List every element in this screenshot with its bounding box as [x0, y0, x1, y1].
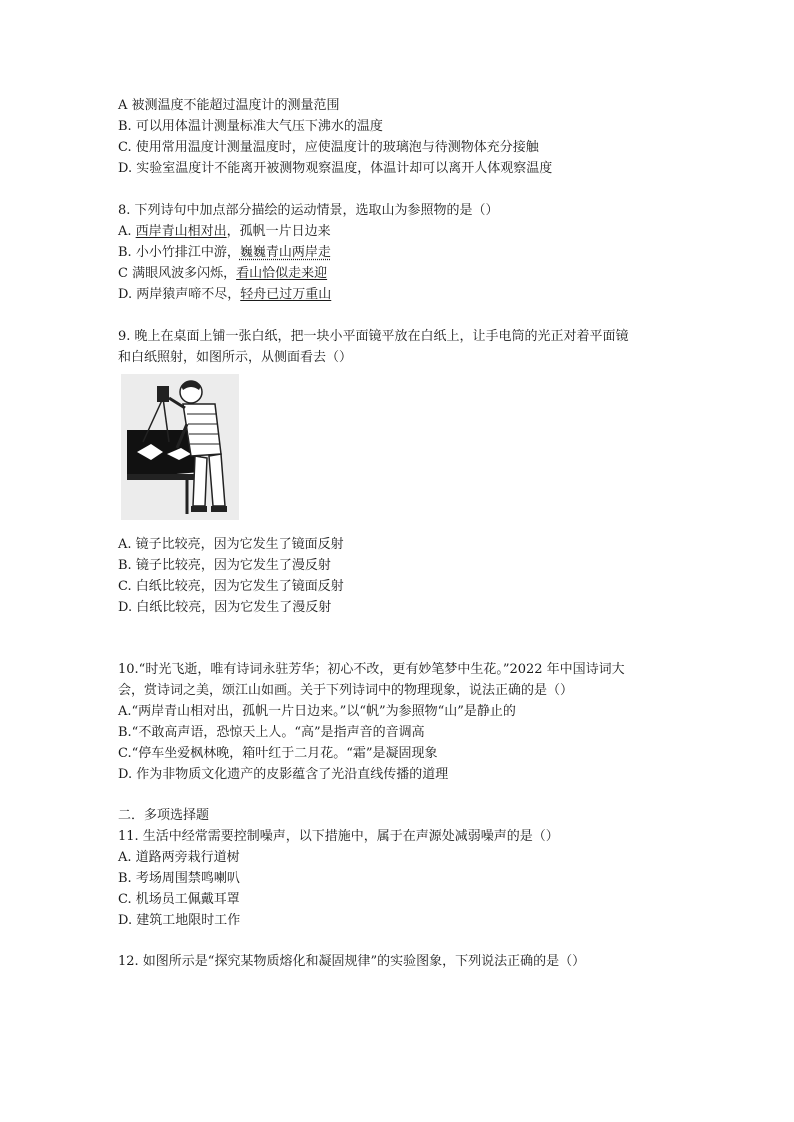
q8-option-a-prefix: A. [118, 224, 136, 239]
boy-flashlight-illustration [121, 374, 239, 520]
q8-option-d-prefix: D. 两岸猿声啼不尽， [118, 287, 241, 302]
q8-option-c [118, 266, 327, 282]
boy-leg-right [209, 454, 225, 506]
q10-stem-line2: 会，赏诗词之美，颂江山如画。关于下列诗词中的物理现象，说法正确的是（） [118, 683, 574, 698]
q8-option-a-rest: ，孤帆一片日边来 [226, 224, 331, 239]
q10-stem-line1: 10.“时光飞逝，唯有诗词永驻芳华；初心不改，更有妙笔梦中生花。”2022 年中国诗词大 [118, 662, 625, 677]
q9-option-c: C. 白纸比较亮，因为它发生了镜面反射 [118, 579, 344, 594]
boy-leg-left [193, 456, 207, 506]
q8-option-c-prefix: C 满眼风波多闪烁， [118, 266, 237, 281]
q10-option-d: D. 作为非物质文化遗产的皮影蕴含了光沿直线传播的道理 [118, 767, 449, 782]
q7-option-a: A 被测温度不能超过温度计的测量范围 [118, 98, 340, 113]
boy-shoe-right [211, 506, 227, 512]
q9-option-b: B. 镜子比较亮，因为它发生了漫反射 [118, 558, 331, 573]
q8-option-c-marked: 看山恰似走来迎 [236, 266, 328, 281]
q11-option-a: A. 道路两旁栽行道树 [118, 850, 240, 865]
section-title-multiple-choice: 二．多项选择题 [118, 808, 210, 823]
q11-stem: 11. 生活中经常需要控制噪声，以下措施中，属于在声源处减弱噪声的是（） [118, 829, 559, 844]
q11-option-c: C. 机场员工佩戴耳罩 [118, 892, 240, 907]
q7-option-c: C. 使用常用温度计测量温度时，应使温度计的玻璃泡与待测物体充分接触 [118, 140, 539, 155]
q10-option-c: C.“停车坐爱枫林晚，箱叶红于二月花。“霜”是凝固现象 [118, 746, 438, 761]
q9-option-d: D. 白纸比较亮，因为它发生了漫反射 [118, 600, 332, 615]
q9-option-a: A. 镜子比较亮，因为它发生了镜面反射 [118, 537, 344, 552]
q7-option-d: D. 实验室温度计不能离开被测物观察温度，体温计却可以离开人体观察温度 [118, 161, 553, 176]
q8-option-b [118, 245, 331, 261]
flashlight-shape [157, 386, 169, 402]
table-edge [127, 474, 201, 480]
q11-option-b: B. 考场周围禁鸣喇叭 [118, 871, 240, 886]
boy-shoe-left [191, 506, 207, 512]
q11-option-d: D. 建筑工地限时工作 [118, 913, 241, 928]
q8-stem: 8. 下列诗句中加点部分描绘的运动情景，选取山为参照物的是（） [118, 203, 499, 218]
q9-stem-line1: 9. 晚上在桌面上铺一张白纸，把一块小平面镜平放在白纸上，让手电筒的光正对着平面镜 [118, 329, 629, 344]
q8-option-d [118, 287, 331, 303]
q8-option-a [118, 224, 331, 240]
q10-option-a: A.“两岸青山相对出，孤帆一片日边来。”以“帆”为参照物“山”是静止的 [118, 704, 516, 719]
q8-option-b-marked: 巍巍青山两岸走 [239, 245, 331, 260]
q8-option-a-marked: 西岸青山相对出 [135, 224, 227, 239]
q7-option-b: B. 可以用体温计测量标准大气压下沸水的温度 [118, 119, 383, 134]
q9-stem-line2: 和白纸照射，如图所示，从侧面看去（） [118, 350, 353, 365]
q12-stem: 12. 如图所示是“探究某物质熔化和凝固规律”的实验图象，下列说法正确的是（） [118, 954, 586, 969]
q10-option-b: B.“不敢高声语，恐惊天上人。“高”是指声音的音调高 [118, 725, 425, 740]
q9-figure-flashlight-mirror [121, 374, 239, 520]
q8-option-b-prefix: B. 小小竹排江中游， [118, 245, 240, 260]
q8-option-d-marked: 轻舟已过万重山 [240, 287, 332, 302]
